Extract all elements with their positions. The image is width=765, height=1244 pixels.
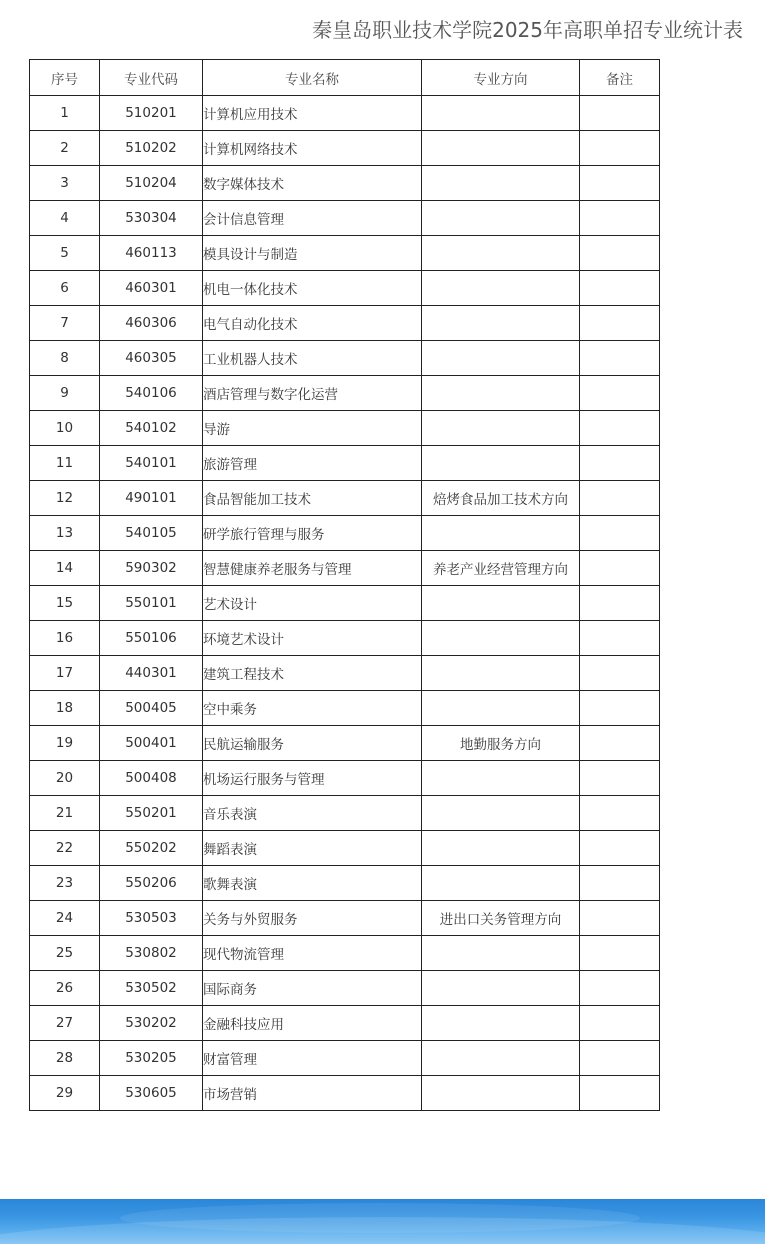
cell-note — [580, 131, 660, 166]
cell-major-direction — [422, 341, 580, 376]
cell-major-name: 艺术设计 — [203, 586, 422, 621]
cell-note — [580, 656, 660, 691]
cell-major-code: 500408 — [100, 761, 203, 796]
table-row — [30, 516, 660, 551]
table-row — [30, 831, 660, 866]
cell-seq: 17 — [30, 656, 100, 691]
cell-major-code: 460301 — [100, 271, 203, 306]
cell-seq: 12 — [30, 481, 100, 516]
cell-major-name: 计算机应用技术 — [203, 96, 422, 131]
header-note: 备注 — [580, 60, 660, 96]
cell-note — [580, 96, 660, 131]
cell-major-name: 研学旅行管理与服务 — [203, 516, 422, 551]
cell-major-code: 530205 — [100, 1041, 203, 1076]
cell-major-name: 智慧健康养老服务与管理 — [203, 551, 422, 586]
cell-major-name: 电气自动化技术 — [203, 306, 422, 341]
cell-major-name: 财富管理 — [203, 1041, 422, 1076]
table-body — [30, 96, 660, 1111]
cell-major-direction — [422, 656, 580, 691]
cell-major-direction — [422, 831, 580, 866]
cell-major-name: 会计信息管理 — [203, 201, 422, 236]
cell-seq: 29 — [30, 1076, 100, 1111]
cell-major-direction — [422, 271, 580, 306]
table-row — [30, 201, 660, 236]
cell-major-code: 590302 — [100, 551, 203, 586]
cell-major-direction — [422, 761, 580, 796]
cell-major-direction — [422, 621, 580, 656]
table-row — [30, 481, 660, 516]
cell-note — [580, 831, 660, 866]
cell-note — [580, 481, 660, 516]
cell-note — [580, 691, 660, 726]
cell-seq: 9 — [30, 376, 100, 411]
cell-major-code: 510201 — [100, 96, 203, 131]
table-row — [30, 306, 660, 341]
cell-major-direction — [422, 1041, 580, 1076]
cell-major-name: 现代物流管理 — [203, 936, 422, 971]
cell-note — [580, 1076, 660, 1111]
table-row — [30, 1076, 660, 1111]
table-header-row — [30, 60, 660, 96]
cell-major-name: 金融科技应用 — [203, 1006, 422, 1041]
table-row — [30, 936, 660, 971]
cell-seq: 22 — [30, 831, 100, 866]
cell-major-direction — [422, 236, 580, 271]
cell-seq: 7 — [30, 306, 100, 341]
table-row — [30, 1041, 660, 1076]
cell-seq: 15 — [30, 586, 100, 621]
cell-note — [580, 971, 660, 1006]
cell-major-code: 530503 — [100, 901, 203, 936]
table-row — [30, 236, 660, 271]
cell-major-name: 工业机器人技术 — [203, 341, 422, 376]
cell-major-direction — [422, 201, 580, 236]
cell-note — [580, 726, 660, 761]
cell-major-name: 环境艺术设计 — [203, 621, 422, 656]
cell-major-code: 550106 — [100, 621, 203, 656]
cell-seq: 10 — [30, 411, 100, 446]
cell-major-direction: 焙烤食品加工技术方向 — [422, 481, 580, 516]
cell-major-direction — [422, 411, 580, 446]
table-row — [30, 901, 660, 936]
header-code: 专业代码 — [100, 60, 203, 96]
cell-note — [580, 411, 660, 446]
table-row — [30, 551, 660, 586]
cell-note — [580, 936, 660, 971]
cell-seq: 27 — [30, 1006, 100, 1041]
cell-seq: 6 — [30, 271, 100, 306]
table-row — [30, 411, 660, 446]
cell-major-code: 550202 — [100, 831, 203, 866]
cell-major-code: 550206 — [100, 866, 203, 901]
cell-note — [580, 1006, 660, 1041]
cell-major-direction — [422, 306, 580, 341]
cell-major-direction: 养老产业经营管理方向 — [422, 551, 580, 586]
cell-major-name: 音乐表演 — [203, 796, 422, 831]
cell-major-direction — [422, 866, 580, 901]
table-row — [30, 586, 660, 621]
table-row — [30, 166, 660, 201]
table-row — [30, 866, 660, 901]
cell-major-name: 酒店管理与数字化运营 — [203, 376, 422, 411]
table-row — [30, 376, 660, 411]
major-statistics-table — [29, 59, 660, 1111]
cell-major-direction — [422, 971, 580, 1006]
cell-seq: 28 — [30, 1041, 100, 1076]
cell-major-code: 460305 — [100, 341, 203, 376]
cell-major-code: 530304 — [100, 201, 203, 236]
cell-note — [580, 201, 660, 236]
table-row — [30, 96, 660, 131]
cell-note — [580, 551, 660, 586]
cell-major-direction — [422, 1076, 580, 1111]
cell-major-code: 500405 — [100, 691, 203, 726]
cell-major-name: 导游 — [203, 411, 422, 446]
cell-major-name: 食品智能加工技术 — [203, 481, 422, 516]
header-name: 专业名称 — [203, 60, 422, 96]
cell-major-code: 490101 — [100, 481, 203, 516]
cell-major-direction — [422, 1006, 580, 1041]
cell-note — [580, 166, 660, 201]
cell-major-direction — [422, 166, 580, 201]
cell-major-name: 关务与外贸服务 — [203, 901, 422, 936]
cell-major-name: 市场营销 — [203, 1076, 422, 1111]
cell-major-name: 建筑工程技术 — [203, 656, 422, 691]
table-row — [30, 621, 660, 656]
cell-major-name: 歌舞表演 — [203, 866, 422, 901]
table-row — [30, 131, 660, 166]
cell-seq: 13 — [30, 516, 100, 551]
cell-seq: 21 — [30, 796, 100, 831]
cell-major-code: 530202 — [100, 1006, 203, 1041]
cell-note — [580, 236, 660, 271]
header-direction: 专业方向 — [422, 60, 580, 96]
cell-major-code: 530605 — [100, 1076, 203, 1111]
cell-major-name: 国际商务 — [203, 971, 422, 1006]
cell-seq: 3 — [30, 166, 100, 201]
cell-major-name: 机电一体化技术 — [203, 271, 422, 306]
cell-major-name: 舞蹈表演 — [203, 831, 422, 866]
cell-major-direction: 进出口关务管理方向 — [422, 901, 580, 936]
table-row — [30, 271, 660, 306]
footer-band — [0, 1199, 765, 1244]
cell-major-code: 540105 — [100, 516, 203, 551]
cell-seq: 18 — [30, 691, 100, 726]
cell-seq: 20 — [30, 761, 100, 796]
cell-note — [580, 1041, 660, 1076]
cell-major-direction — [422, 691, 580, 726]
cell-major-name: 计算机网络技术 — [203, 131, 422, 166]
cell-major-name: 空中乘务 — [203, 691, 422, 726]
cell-major-code: 510202 — [100, 131, 203, 166]
cell-major-direction — [422, 131, 580, 166]
cell-major-direction — [422, 446, 580, 481]
cell-major-code: 530502 — [100, 971, 203, 1006]
cell-seq: 24 — [30, 901, 100, 936]
cell-major-name: 旅游管理 — [203, 446, 422, 481]
table-row — [30, 761, 660, 796]
cell-major-direction — [422, 376, 580, 411]
table-row — [30, 726, 660, 761]
cell-note — [580, 796, 660, 831]
cell-note — [580, 306, 660, 341]
cell-note — [580, 621, 660, 656]
cell-major-name: 数字媒体技术 — [203, 166, 422, 201]
table-row — [30, 796, 660, 831]
cell-note — [580, 341, 660, 376]
cell-seq: 16 — [30, 621, 100, 656]
cell-note — [580, 586, 660, 621]
cell-major-code: 540106 — [100, 376, 203, 411]
cell-seq: 1 — [30, 96, 100, 131]
cell-seq: 2 — [30, 131, 100, 166]
cell-seq: 4 — [30, 201, 100, 236]
cell-major-code: 550201 — [100, 796, 203, 831]
cell-major-name: 模具设计与制造 — [203, 236, 422, 271]
cell-note — [580, 376, 660, 411]
cell-seq: 25 — [30, 936, 100, 971]
table-row — [30, 1006, 660, 1041]
cell-major-code: 540102 — [100, 411, 203, 446]
cell-note — [580, 446, 660, 481]
cell-note — [580, 271, 660, 306]
cell-major-direction: 地勤服务方向 — [422, 726, 580, 761]
cell-major-name: 机场运行服务与管理 — [203, 761, 422, 796]
cell-major-direction — [422, 936, 580, 971]
cell-major-code: 460306 — [100, 306, 203, 341]
cell-note — [580, 901, 660, 936]
header-seq: 序号 — [30, 60, 100, 96]
cell-note — [580, 761, 660, 796]
cell-seq: 23 — [30, 866, 100, 901]
cell-major-direction — [422, 796, 580, 831]
cell-seq: 14 — [30, 551, 100, 586]
table-row — [30, 691, 660, 726]
cell-seq: 19 — [30, 726, 100, 761]
cell-major-direction — [422, 586, 580, 621]
cell-major-code: 540101 — [100, 446, 203, 481]
cell-seq: 5 — [30, 236, 100, 271]
cell-major-code: 550101 — [100, 586, 203, 621]
cell-seq: 11 — [30, 446, 100, 481]
cell-major-code: 510204 — [100, 166, 203, 201]
footer-wave-decoration — [120, 1203, 640, 1233]
table-row — [30, 446, 660, 481]
table-row — [30, 341, 660, 376]
cell-major-code: 440301 — [100, 656, 203, 691]
cell-major-code: 500401 — [100, 726, 203, 761]
cell-major-code: 530802 — [100, 936, 203, 971]
cell-major-name: 民航运输服务 — [203, 726, 422, 761]
page-title: 秦皇岛职业技术学院2025年高职单招专业统计表 — [312, 18, 743, 42]
cell-note — [580, 516, 660, 551]
cell-major-direction — [422, 96, 580, 131]
table-row — [30, 656, 660, 691]
cell-seq: 26 — [30, 971, 100, 1006]
cell-note — [580, 866, 660, 901]
cell-major-direction — [422, 516, 580, 551]
table-row — [30, 971, 660, 1006]
cell-major-code: 460113 — [100, 236, 203, 271]
cell-seq: 8 — [30, 341, 100, 376]
